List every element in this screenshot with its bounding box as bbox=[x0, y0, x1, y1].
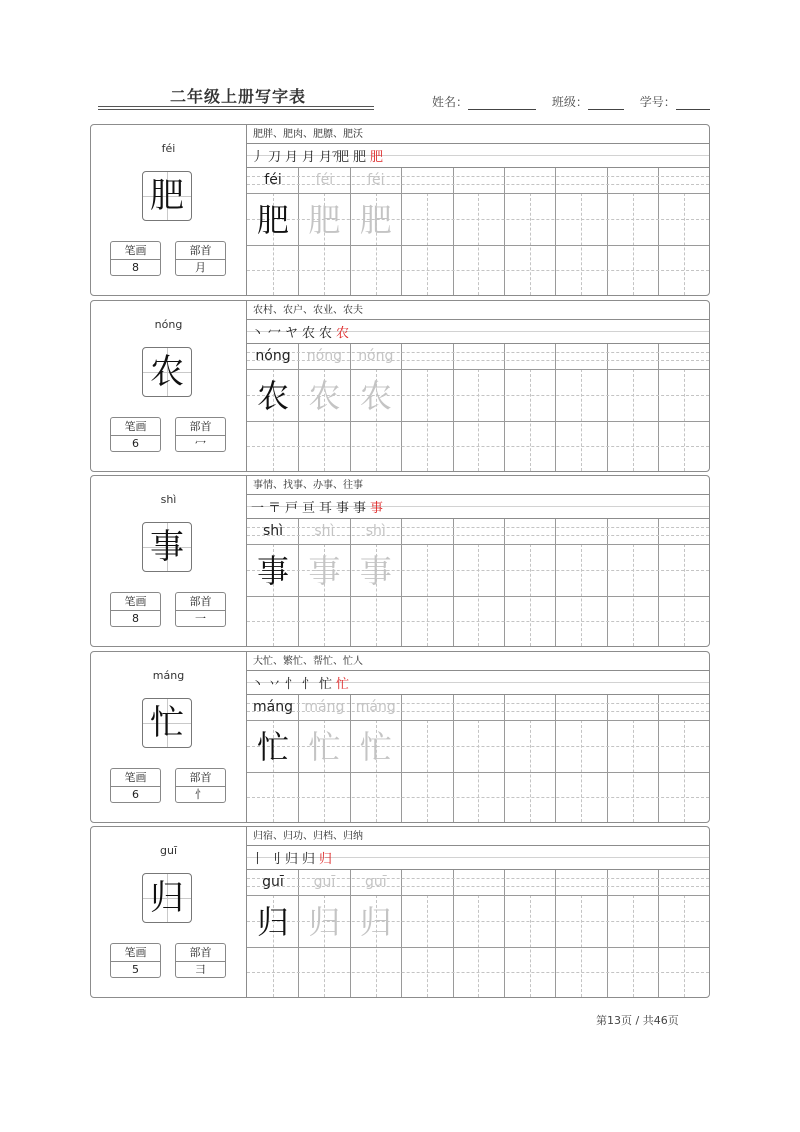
stroke-step-char: 〒 bbox=[268, 501, 282, 516]
stroke-count-label: 笔画 bbox=[111, 242, 160, 260]
practice-pinyin: nóng bbox=[358, 348, 394, 364]
page-number: 第13页 / 共46页 bbox=[596, 1014, 679, 1027]
stroke-count-box bbox=[110, 943, 161, 978]
stroke-step-char: 肥 bbox=[336, 150, 350, 165]
grid-line bbox=[453, 695, 454, 822]
radical-label: 部首 bbox=[176, 769, 225, 787]
stroke-count: 6 bbox=[132, 788, 139, 801]
character-box bbox=[142, 698, 192, 748]
stroke-order-row bbox=[247, 495, 709, 519]
grid-guide bbox=[581, 720, 582, 822]
stroke-step-char: 丿 bbox=[251, 150, 265, 165]
character-box bbox=[142, 522, 192, 572]
grid-line bbox=[607, 168, 608, 295]
practice-panel bbox=[247, 301, 709, 471]
grid-guide bbox=[633, 369, 634, 471]
stroke-step bbox=[353, 146, 366, 165]
radical: 月 bbox=[195, 261, 206, 274]
stroke-step bbox=[285, 497, 298, 516]
stroke-step-char: 归 bbox=[302, 852, 316, 867]
stroke-step-char: 戸 bbox=[285, 501, 299, 516]
grid-line bbox=[658, 695, 659, 822]
word-list: 大忙、繁忙、帮忙、忙人 bbox=[247, 652, 709, 671]
stroke-step-char: 刂 bbox=[268, 852, 282, 867]
stroke-count: 8 bbox=[132, 261, 139, 274]
stroke-order-row bbox=[247, 671, 709, 695]
grid-line bbox=[555, 519, 556, 646]
stroke-step-char: 农 bbox=[336, 326, 350, 341]
grid-guide bbox=[684, 544, 685, 646]
grid-guide bbox=[633, 895, 634, 997]
stroke-count-box bbox=[110, 768, 161, 803]
stroke-step bbox=[268, 497, 281, 516]
stroke-count: 5 bbox=[132, 963, 139, 976]
pinyin-label: máng bbox=[152, 669, 185, 682]
grid-line bbox=[607, 519, 608, 646]
stroke-step-char: 忙 bbox=[336, 677, 350, 692]
practice-character: 事 bbox=[256, 552, 289, 590]
grid-guide bbox=[427, 193, 428, 295]
character-box bbox=[142, 873, 192, 923]
grid-line bbox=[453, 168, 454, 295]
stroke-count-box bbox=[110, 592, 161, 627]
stroke-step bbox=[268, 848, 281, 867]
grid-line bbox=[555, 870, 556, 997]
practice-character: 归 bbox=[256, 903, 289, 941]
practice-character: 忙 bbox=[256, 728, 289, 766]
stroke-step bbox=[302, 673, 315, 692]
grid-guide bbox=[633, 544, 634, 646]
practice-character: 归 bbox=[359, 903, 392, 941]
pinyin-label: féi bbox=[161, 142, 176, 155]
stroke-count-box bbox=[110, 417, 161, 452]
stroke-step-char: 肥 bbox=[370, 150, 384, 165]
stroke-step-char: 一 bbox=[251, 501, 265, 516]
practice-panel bbox=[247, 125, 709, 295]
stroke-step-char: 月 bbox=[285, 150, 299, 165]
stroke-step-char: 丶 bbox=[251, 326, 265, 341]
grid-guide bbox=[581, 895, 582, 997]
stroke-step bbox=[336, 322, 349, 341]
stroke-step bbox=[285, 322, 298, 341]
stroke-count-label: 笔画 bbox=[111, 593, 160, 611]
character-card bbox=[90, 651, 710, 823]
practice-character: 肥 bbox=[359, 201, 392, 239]
stroke-step-char: 事 bbox=[336, 501, 350, 516]
grid-guide bbox=[633, 193, 634, 295]
radical: 彐 bbox=[195, 963, 206, 976]
character-info-panel bbox=[91, 125, 247, 295]
stroke-count-label: 笔画 bbox=[111, 418, 160, 436]
stroke-step bbox=[285, 146, 298, 165]
number-label: 学号： bbox=[639, 95, 676, 109]
practice-pinyin: guī bbox=[262, 874, 284, 890]
stroke-step bbox=[319, 146, 337, 165]
practice-character: 忙 bbox=[359, 728, 392, 766]
stroke-step bbox=[251, 497, 264, 516]
title-underline-double bbox=[98, 109, 374, 110]
grid-guide bbox=[427, 895, 428, 997]
stroke-step-char: 忄 bbox=[285, 677, 299, 692]
grid-guide bbox=[247, 621, 709, 622]
stroke-step-char: 归 bbox=[319, 852, 333, 867]
stroke-step-char: 事 bbox=[370, 501, 384, 516]
radical: 忄 bbox=[195, 788, 206, 801]
grid-guide bbox=[581, 544, 582, 646]
character: 肥 bbox=[150, 176, 184, 216]
practice-pinyin: shì bbox=[314, 523, 335, 539]
practice-panel bbox=[247, 476, 709, 646]
word-list: 农村、农户、农业、农夫 bbox=[247, 301, 709, 320]
writing-grid[interactable] bbox=[247, 519, 709, 646]
grid-line bbox=[658, 344, 659, 471]
grid-line bbox=[504, 695, 505, 822]
grid-guide bbox=[530, 720, 531, 822]
stroke-step bbox=[251, 848, 264, 867]
grid-line bbox=[453, 344, 454, 471]
grid-guide bbox=[684, 193, 685, 295]
radical-label: 部首 bbox=[176, 418, 225, 436]
radical-box bbox=[175, 943, 226, 978]
grid-guide bbox=[478, 720, 479, 822]
stroke-order-row bbox=[247, 144, 709, 168]
class-blank[interactable] bbox=[588, 97, 624, 110]
class-label: 班级： bbox=[551, 95, 588, 109]
word-list: 归宿、归功、归档、归纳 bbox=[247, 827, 709, 846]
grid-guide bbox=[530, 544, 531, 646]
grid-guide bbox=[684, 369, 685, 471]
writing-grid[interactable] bbox=[247, 168, 709, 295]
stroke-step-char: 亘 bbox=[302, 501, 316, 516]
grid-guide bbox=[478, 193, 479, 295]
grid-line bbox=[555, 695, 556, 822]
stroke-step bbox=[268, 673, 281, 692]
character-info-panel bbox=[91, 476, 247, 646]
stroke-step bbox=[251, 673, 264, 692]
stroke-step bbox=[302, 146, 315, 165]
stroke-step-char: 冖 bbox=[268, 326, 282, 341]
stroke-step bbox=[302, 497, 315, 516]
stroke-step bbox=[336, 673, 349, 692]
practice-pinyin: guī bbox=[364, 874, 387, 890]
grid-guide bbox=[530, 895, 531, 997]
stroke-step-char: 忙 bbox=[319, 677, 333, 692]
stroke-step-char: 事 bbox=[353, 501, 367, 516]
grid-guide bbox=[684, 720, 685, 822]
radical: 一 bbox=[195, 612, 206, 625]
stroke-step bbox=[268, 322, 281, 341]
grid-line bbox=[658, 870, 659, 997]
practice-pinyin: shì bbox=[262, 523, 284, 539]
stroke-step bbox=[285, 673, 298, 692]
practice-pinyin: máng bbox=[253, 699, 293, 715]
grid-guide bbox=[684, 895, 685, 997]
practice-character: 事 bbox=[308, 552, 341, 590]
stroke-step-char: 忄 bbox=[302, 677, 316, 692]
stroke-step-char: 耳 bbox=[319, 501, 333, 516]
practice-pinyin: guī bbox=[313, 874, 336, 890]
character: 归 bbox=[150, 878, 184, 918]
grid-line bbox=[504, 344, 505, 471]
name-label: 姓名： bbox=[432, 95, 469, 109]
stroke-count-label: 笔画 bbox=[111, 769, 160, 787]
stroke-step-char: 农 bbox=[319, 326, 333, 341]
stroke-step bbox=[302, 848, 315, 867]
name-blank[interactable] bbox=[468, 97, 536, 110]
grid-line bbox=[607, 870, 608, 997]
grid-line bbox=[453, 519, 454, 646]
grid-line bbox=[607, 344, 608, 471]
grid-guide bbox=[478, 369, 479, 471]
grid-guide bbox=[478, 544, 479, 646]
radical-label: 部首 bbox=[176, 944, 225, 962]
practice-pinyin: nóng bbox=[306, 348, 342, 364]
grid-guide bbox=[247, 270, 709, 271]
grid-line bbox=[658, 168, 659, 295]
practice-character: 肥 bbox=[256, 201, 289, 239]
stroke-step bbox=[353, 497, 366, 516]
stroke-step bbox=[251, 146, 264, 165]
radical: 冖 bbox=[195, 437, 206, 450]
word-list: 肥胖、肥肉、肥膘、肥沃 bbox=[247, 125, 709, 144]
practice-pinyin: féi bbox=[367, 172, 385, 188]
grid-line bbox=[607, 695, 608, 822]
character-info-panel bbox=[91, 827, 247, 997]
practice-panel bbox=[247, 827, 709, 997]
student-info bbox=[432, 93, 710, 110]
pinyin-label: guī bbox=[159, 844, 177, 857]
stroke-step bbox=[268, 146, 281, 165]
practice-character: 农 bbox=[308, 377, 341, 415]
character-card bbox=[90, 300, 710, 472]
practice-pinyin: nóng bbox=[255, 348, 291, 364]
grid-line bbox=[658, 519, 659, 646]
number-blank[interactable] bbox=[676, 97, 710, 110]
practice-pinyin: shì bbox=[365, 523, 386, 539]
character-box bbox=[142, 347, 192, 397]
stroke-step-char: 月⁷ bbox=[319, 150, 338, 165]
grid-line bbox=[453, 870, 454, 997]
title-underline bbox=[98, 106, 374, 107]
stroke-step-char: 丶 bbox=[251, 677, 265, 692]
stroke-step-char: 农 bbox=[302, 326, 316, 341]
practice-character: 忙 bbox=[308, 728, 341, 766]
stroke-step bbox=[319, 497, 332, 516]
page-title: 二年级上册写字表 bbox=[169, 87, 306, 106]
grid-guide bbox=[581, 369, 582, 471]
character-info-panel bbox=[91, 301, 247, 471]
grid-guide bbox=[478, 895, 479, 997]
stroke-step bbox=[302, 322, 315, 341]
practice-pinyin: máng bbox=[304, 699, 345, 715]
radical-box bbox=[175, 241, 226, 276]
stroke-step-char: 归 bbox=[285, 852, 299, 867]
practice-character: 归 bbox=[308, 903, 341, 941]
radical-box bbox=[175, 417, 226, 452]
radical-box bbox=[175, 768, 226, 803]
stroke-step-char: 肥 bbox=[353, 150, 367, 165]
grid-guide bbox=[633, 720, 634, 822]
pinyin-label: shì bbox=[160, 493, 177, 506]
stroke-step-char: ヤ bbox=[285, 326, 299, 341]
writing-grid[interactable] bbox=[247, 344, 709, 471]
stroke-count: 8 bbox=[132, 612, 139, 625]
stroke-step-char: 月 bbox=[302, 150, 316, 165]
stroke-count-box bbox=[110, 241, 161, 276]
grid-line bbox=[504, 870, 505, 997]
stroke-step-char: 丨 bbox=[251, 852, 265, 867]
grid-guide bbox=[427, 544, 428, 646]
practice-pinyin: féi bbox=[264, 172, 282, 188]
grid-guide bbox=[530, 193, 531, 295]
stroke-order-row bbox=[247, 320, 709, 344]
stroke-step bbox=[370, 146, 383, 165]
word-list: 事情、找事、办事、往事 bbox=[247, 476, 709, 495]
stroke-count: 6 bbox=[132, 437, 139, 450]
stroke-step bbox=[336, 497, 349, 516]
grid-guide bbox=[530, 369, 531, 471]
grid-guide bbox=[581, 193, 582, 295]
character-box bbox=[142, 171, 192, 221]
practice-character: 肥 bbox=[308, 201, 341, 239]
stroke-step bbox=[319, 673, 332, 692]
pinyin-label: nóng bbox=[154, 318, 183, 331]
practice-character: 农 bbox=[256, 377, 289, 415]
stroke-step-char: 丷 bbox=[268, 677, 282, 692]
radical-label: 部首 bbox=[176, 242, 225, 260]
grid-guide bbox=[247, 797, 709, 798]
practice-pinyin: féi bbox=[315, 172, 334, 188]
character-card bbox=[90, 124, 710, 296]
radical-box bbox=[175, 592, 226, 627]
grid-guide bbox=[247, 446, 709, 447]
character-card bbox=[90, 475, 710, 647]
practice-panel bbox=[247, 652, 709, 822]
grid-line bbox=[555, 344, 556, 471]
stroke-count-label: 笔画 bbox=[111, 944, 160, 962]
stroke-order-row bbox=[247, 846, 709, 870]
character: 事 bbox=[150, 527, 184, 567]
grid-line bbox=[555, 168, 556, 295]
radical-label: 部首 bbox=[176, 593, 225, 611]
stroke-step bbox=[251, 322, 264, 341]
practice-pinyin: máng bbox=[355, 699, 396, 715]
stroke-step bbox=[285, 848, 298, 867]
grid-line bbox=[504, 168, 505, 295]
grid-guide bbox=[427, 369, 428, 471]
character-info-panel bbox=[91, 652, 247, 822]
grid-guide bbox=[247, 972, 709, 973]
practice-character: 农 bbox=[359, 377, 392, 415]
stroke-step bbox=[370, 497, 383, 516]
character: 农 bbox=[150, 352, 184, 392]
grid-guide bbox=[427, 720, 428, 822]
practice-character: 事 bbox=[359, 552, 392, 590]
writing-grid[interactable] bbox=[247, 870, 709, 997]
stroke-step bbox=[319, 322, 332, 341]
character-card bbox=[90, 826, 710, 998]
character: 忙 bbox=[150, 703, 184, 743]
grid-line bbox=[504, 519, 505, 646]
stroke-step bbox=[336, 146, 349, 165]
stroke-step bbox=[319, 848, 332, 867]
writing-grid[interactable] bbox=[247, 695, 709, 822]
stroke-step-char: 刀 bbox=[268, 150, 282, 165]
